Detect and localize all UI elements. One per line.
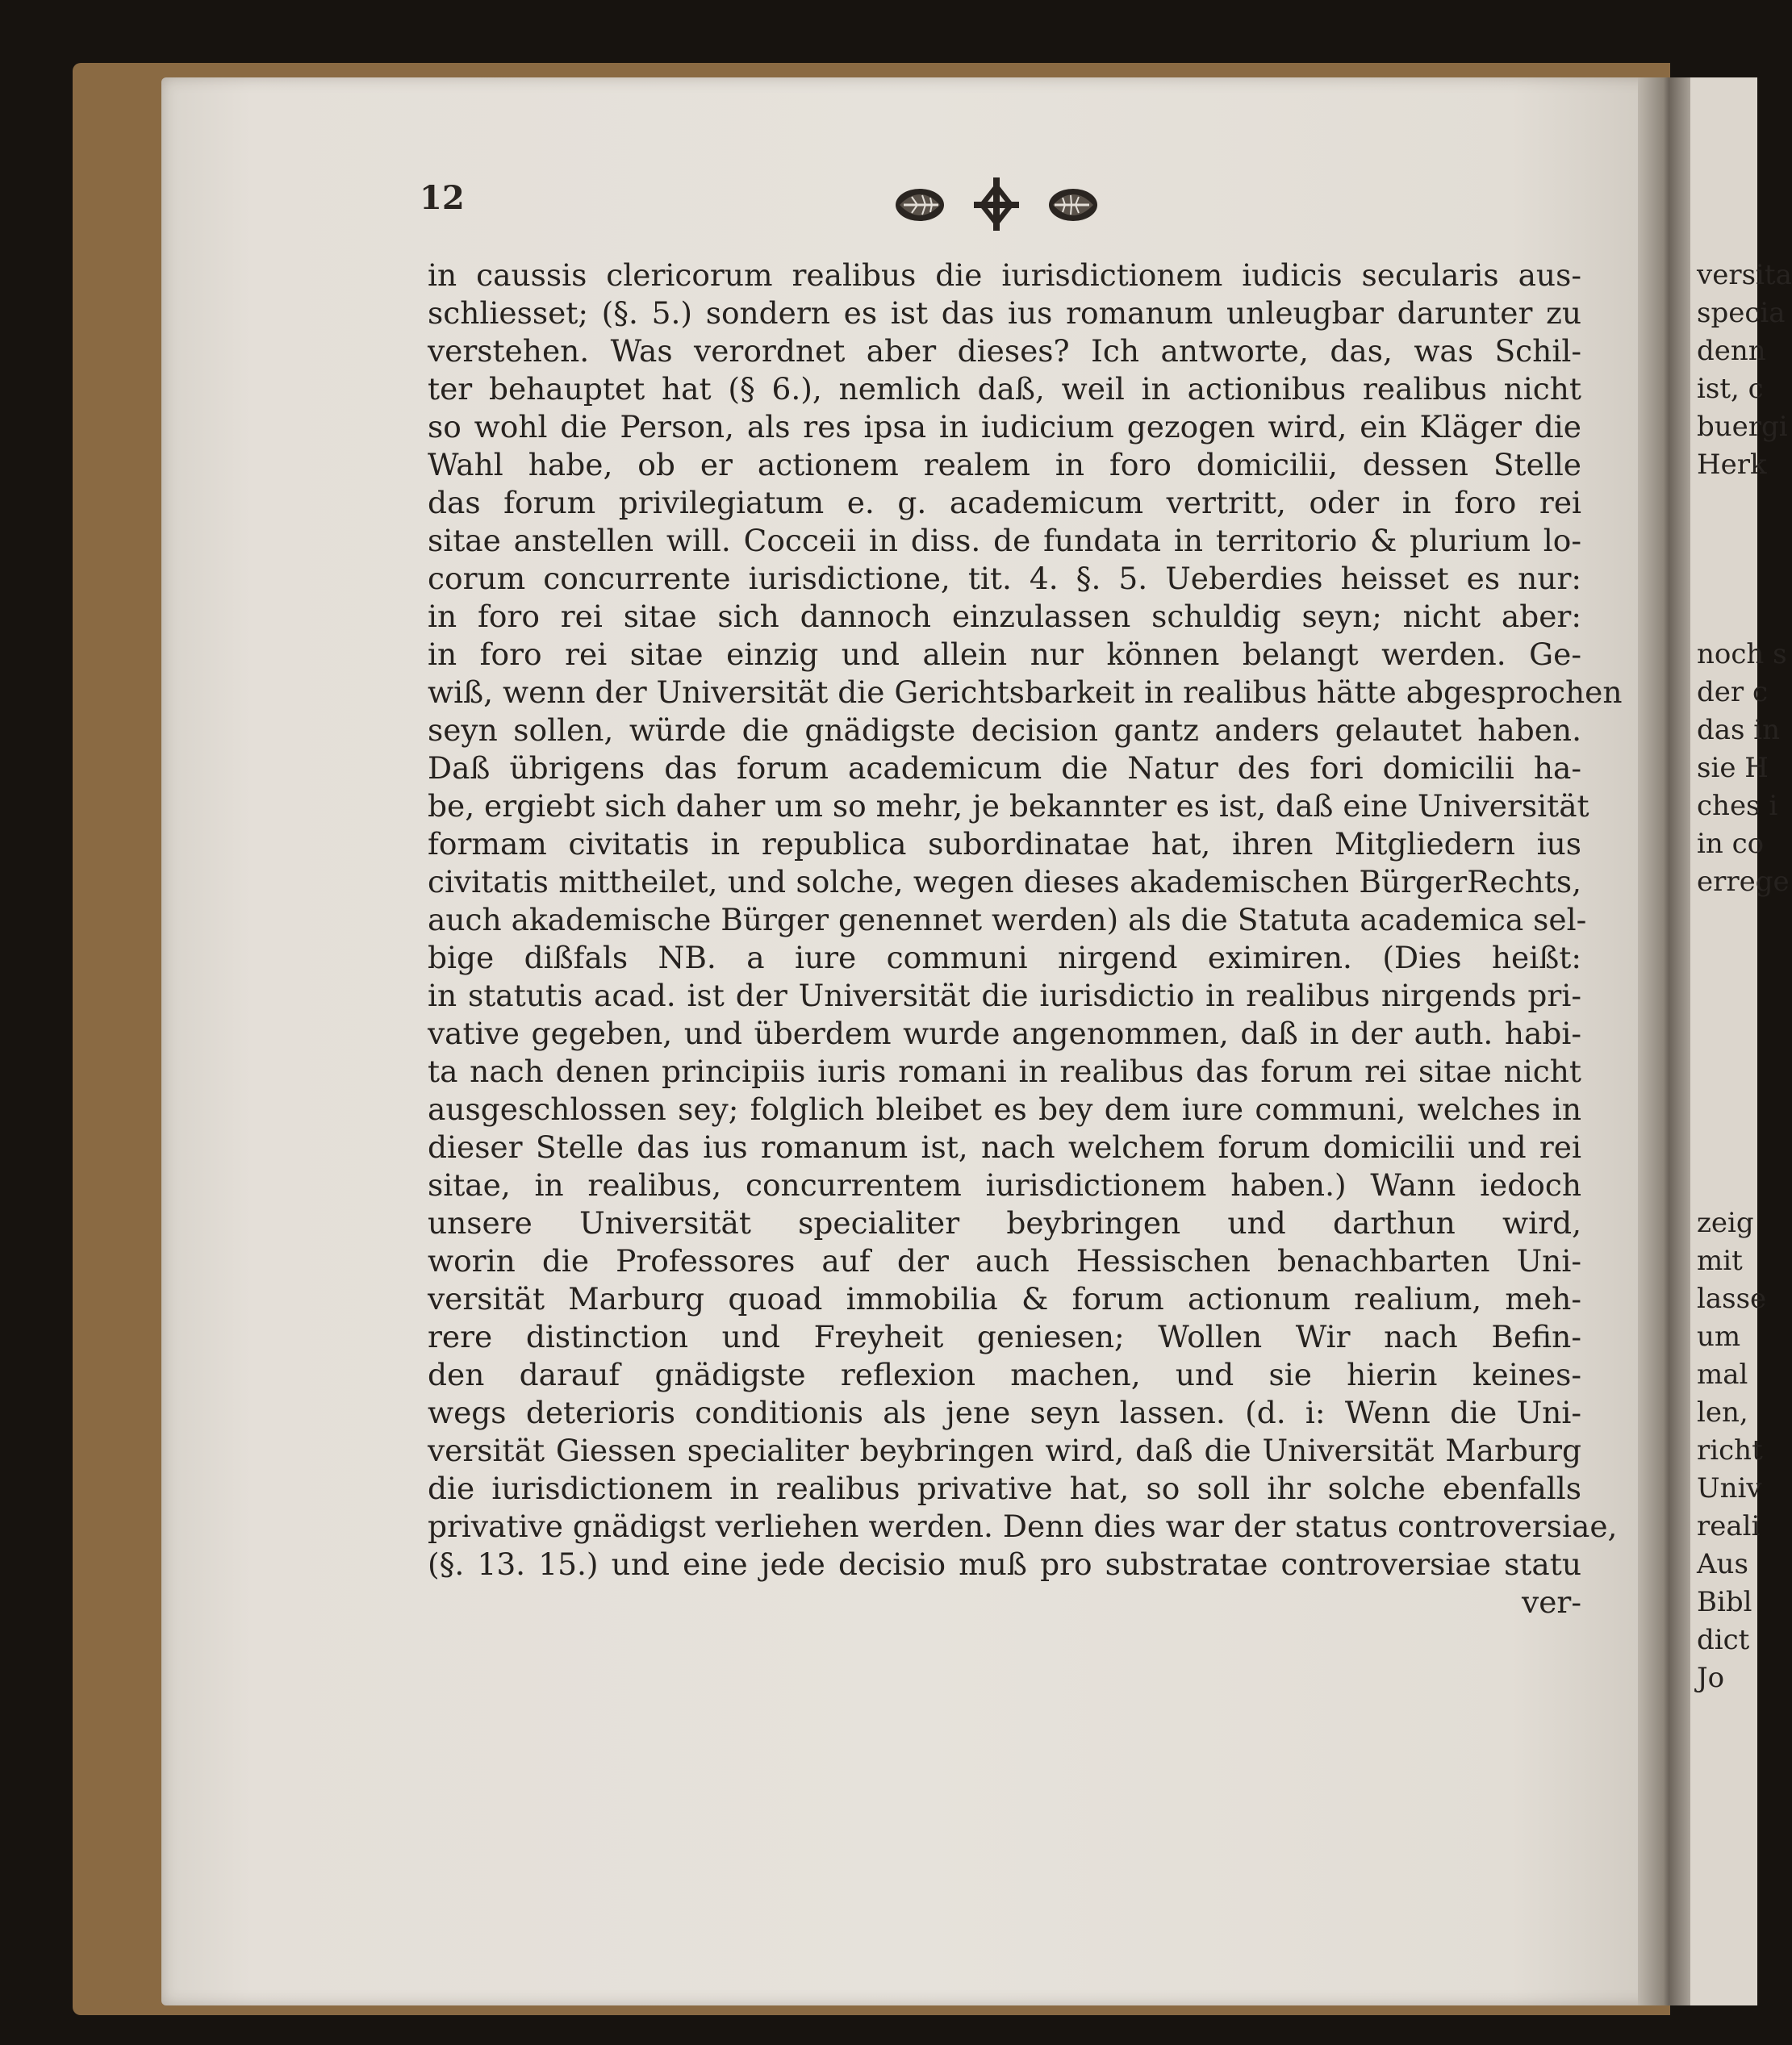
facing-page-line: versita: [1697, 259, 1792, 291]
facing-page-line: [1697, 901, 1757, 939]
text-line: unsere Universität specialiter beybringen und darthun wird,: [428, 1205, 1581, 1241]
facing-page-line: [1697, 977, 1757, 1015]
text-line: schliesset; (§. 5.) sondern es ist das ius romanum unleugbar darunter zu: [428, 295, 1581, 331]
facing-page-line: [1697, 1129, 1757, 1166]
text-line: corum concurrente iurisdictione, tit. 4. §. 5. Ueberdies heisset es nur:: [428, 561, 1581, 596]
text-line: das forum privilegiatum e. g. academicum vertritt, oder in foro rei: [428, 485, 1581, 520]
leaf-icon: [896, 189, 944, 221]
facing-page-line: sie H: [1697, 752, 1769, 784]
facing-page-line: ist, c: [1697, 373, 1764, 405]
facing-page-line: um: [1697, 1321, 1741, 1353]
text-line: privative gnädigst verliehen werden. Denn dies war der status controversiae,: [428, 1509, 1618, 1544]
facing-page-line: Aus: [1697, 1548, 1748, 1580]
facing-page-line: reali: [1697, 1510, 1761, 1542]
facing-page-line: das in: [1697, 714, 1781, 746]
facing-page-line: [1697, 560, 1757, 598]
page-header: [420, 176, 1581, 232]
text-line: auch akademische Bürger genennet werden) als die Statuta academica sel-: [428, 902, 1587, 937]
header-ornament: [875, 176, 1117, 232]
facing-page-line: errege: [1697, 866, 1790, 898]
text-line: den darauf gnädigste reflexion machen, und sie hierin keines-: [428, 1357, 1581, 1392]
facing-page-line: in co: [1697, 828, 1765, 860]
text-line: Daß übrigens das forum academicum die Natur des fori domicilii ha-: [428, 750, 1581, 786]
facing-page-line: buergi: [1697, 411, 1788, 443]
facing-page-line: denn: [1697, 335, 1766, 367]
facing-page-text: [1697, 257, 1792, 1697]
text-line: in caussis clericorum realibus die iurisdictionem iudicis secularis aus-: [428, 257, 1581, 293]
facing-page-line: ches i: [1697, 790, 1778, 822]
facing-page-line: dict: [1697, 1624, 1750, 1656]
text-line: worin die Professores auf der auch Hessischen benachbarten Uni-: [428, 1243, 1581, 1279]
text-line: in statutis acad. ist der Universität die iurisdictio in realibus nirgends pri-: [428, 978, 1581, 1013]
text-line: be, ergiebt sich daher um so mehr, je bekannter es ist, daß eine Universität: [428, 788, 1589, 824]
text-line: formam civitatis in republica subordinatae hat, ihren Mitgliedern ius: [428, 826, 1581, 862]
book-gutter: [1638, 77, 1694, 2005]
facing-page-line: mit: [1697, 1245, 1743, 1277]
facing-page-line: [1697, 522, 1757, 560]
facing-page-line: [1697, 939, 1757, 977]
text-line: dieser Stelle das ius romanum ist, nach welchem forum domicilii und rei: [428, 1129, 1581, 1165]
text-line: sitae anstellen will. Cocceii in diss. de fundata in territorio & plurium lo-: [428, 523, 1581, 558]
text-line: ta nach denen principiis iuris romani in realibus das forum rei sitae nicht: [428, 1054, 1581, 1089]
facing-page-line: Univ: [1697, 1472, 1762, 1505]
facing-page-line: Jo: [1697, 1662, 1725, 1694]
text-line: bige dißfals NB. a iure communi nirgend eximiren. (Dies heißt:: [428, 940, 1581, 975]
text-line: wiß, wenn der Universität die Gerichtsbarkeit in realibus hätte abgesprochen: [428, 674, 1623, 710]
text-line: so wohl die Person, als res ipsa in iudicium gezogen wird, ein Kläger die: [428, 409, 1581, 444]
facing-page-line: Herk: [1697, 449, 1767, 481]
text-line: versität Marburg quoad immobilia & forum actionum realium, meh-: [428, 1281, 1581, 1317]
facing-page-line: der c: [1697, 676, 1768, 708]
facing-page-line: [1697, 1091, 1757, 1129]
leaf-icon: [1049, 189, 1097, 221]
text-line: vative gegeben, und überdem wurde angenommen, daß in der auth. habi-: [428, 1016, 1581, 1051]
text-line: civitatis mittheilet, und solche, wegen dieses akademischen BürgerRechts,: [428, 864, 1581, 899]
catchword: ver-: [1522, 1584, 1581, 1620]
facing-page-line: zeig: [1697, 1207, 1754, 1239]
diamond-cross-icon: [974, 177, 1019, 231]
text-line: (§. 13. 15.) und eine jede decisio muß pro substratae controversiae statu: [428, 1546, 1581, 1582]
text-line: ter behauptet hat (§ 6.), nemlich daß, weil in actionibus realibus nicht: [428, 371, 1581, 407]
facing-page-line: [1697, 484, 1757, 522]
facing-page-line: [1697, 1015, 1757, 1053]
text-line: versität Giessen specialiter beybringen wird, daß die Universität Marburg: [428, 1433, 1581, 1468]
facing-page-line: [1697, 598, 1757, 636]
text-line: sitae, in realibus, concurrentem iurisdictionem haben.) Wann iedoch: [428, 1167, 1581, 1203]
facing-page-line: len,: [1697, 1396, 1748, 1429]
facing-page-line: mal: [1697, 1358, 1748, 1391]
text-line: ausgeschlossen sey; folglich bleibet es bey dem iure communi, welches in: [428, 1091, 1581, 1127]
page-number: 12: [420, 179, 465, 217]
text-line: in foro rei sitae sich dannoch einzulassen schuldig seyn; nicht aber:: [428, 599, 1581, 634]
text-line: seyn sollen, würde die gnädigste decision gantz anders gelautet haben.: [428, 712, 1581, 748]
body-text: [428, 257, 1623, 1621]
text-line: Wahl habe, ob er actionem realem in foro domicilii, dessen Stelle: [428, 447, 1581, 482]
facing-page-line: specia: [1697, 297, 1786, 329]
text-line: die iurisdictionem in realibus privative hat, so soll ihr solche ebenfalls: [428, 1471, 1581, 1506]
facing-page-line: noch s: [1697, 638, 1787, 670]
text-line: rere distinction und Freyheit geniesen; Wollen Wir nach Befin-: [428, 1319, 1581, 1354]
facing-page-line: richt: [1697, 1434, 1763, 1467]
facing-page-line: Bibl: [1697, 1586, 1752, 1618]
facing-page-line: [1697, 1166, 1757, 1204]
facing-page-line: [1697, 1053, 1757, 1091]
text-line: wegs deterioris conditionis als jene seyn lassen. (d. i: Wenn die Uni-: [428, 1395, 1581, 1430]
facing-page-line: lasse: [1697, 1283, 1767, 1315]
text-line: verstehen. Was verordnet aber dieses? Ich antworte, das, was Schil-: [428, 333, 1581, 369]
text-line: in foro rei sitae einzig und allein nur können belangt werden. Ge-: [428, 636, 1581, 672]
